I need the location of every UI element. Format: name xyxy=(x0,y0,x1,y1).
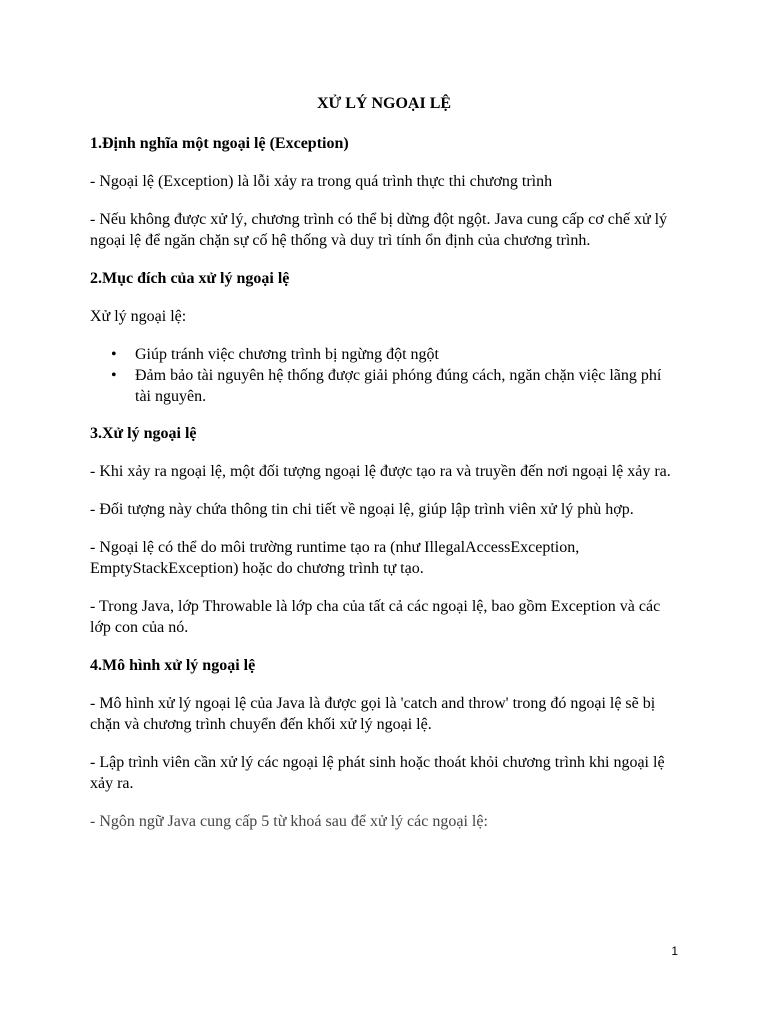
section-4-paragraph-3: - Ngôn ngữ Java cung cấp 5 từ khoá sau để xử lý các ngoại lệ: xyxy=(90,813,488,830)
list-item xyxy=(111,344,678,365)
section-3-paragraph-2: - Đối tượng này chứa thông tin chi tiết về ngoại lệ, giúp lập trình viên xử lý phù hợp. xyxy=(90,501,634,518)
section-1-paragraph-2: - Nếu không được xử lý, chương trình có thể bị dừng đột ngột. Java cung cấp cơ chế xử lý ngoại lệ để ngăn chặn sự cố hệ thống và duy trì tính ổn định của chương trình. xyxy=(90,211,668,249)
list-item-text: Đảm bảo tài nguyên hệ thống được giải phóng đúng cách, ngăn chặn việc lãng phí tài nguyên. xyxy=(135,367,662,405)
section-3-heading: 3.Xử lý ngoại lệ xyxy=(90,425,197,442)
section-2-bullet-list xyxy=(90,344,678,407)
bullet-icon: • xyxy=(111,346,117,363)
list-item-text: Giúp tránh việc chương trình bị ngừng đột ngột xyxy=(135,346,439,363)
page-number: 1 xyxy=(671,944,678,958)
section-2-intro: Xử lý ngoại lệ: xyxy=(90,308,187,325)
section-3-paragraph-4: - Trong Java, lớp Throwable là lớp cha của tất cả các ngoại lệ, bao gồm Exception và các lớp con của nó. xyxy=(90,598,661,636)
bullet-icon: • xyxy=(111,367,117,384)
section-4-paragraph-2: - Lập trình viên cần xử lý các ngoại lệ phát sinh hoặc thoát khỏi chương trình khi ngoại lệ xảy ra. xyxy=(90,754,665,792)
section-4-paragraph-1: - Mô hình xử lý ngoại lệ của Java là được gọi là 'catch and throw' trong đó ngoại lệ sẽ bị chặn và chương trình chuyển đến khối xử lý ngoại lệ. xyxy=(90,695,656,733)
list-item xyxy=(111,365,678,407)
document-title: XỬ LÝ NGOẠI LỆ xyxy=(316,95,452,112)
section-3-paragraph-3: - Ngoại lệ có thể do môi trường runtime tạo ra (như IllegalAccessException, EmptyStackException) hoặc do chương trình tự tạo. xyxy=(90,539,580,577)
section-1-paragraph-1: - Ngoại lệ (Exception) là lỗi xảy ra trong quá trình thực thi chương trình xyxy=(90,173,553,190)
section-4-heading: 4.Mô hình xử lý ngoại lệ xyxy=(90,657,256,674)
section-3-paragraph-1: - Khi xảy ra ngoại lệ, một đối tượng ngoại lệ được tạo ra và truyền đến nơi ngoại lệ xảy ra. xyxy=(90,463,671,480)
section-1-heading: 1.Định nghĩa một ngoại lệ (Exception) xyxy=(90,135,349,152)
section-2-heading: 2.Mục đích của xử lý ngoại lệ xyxy=(90,270,290,287)
